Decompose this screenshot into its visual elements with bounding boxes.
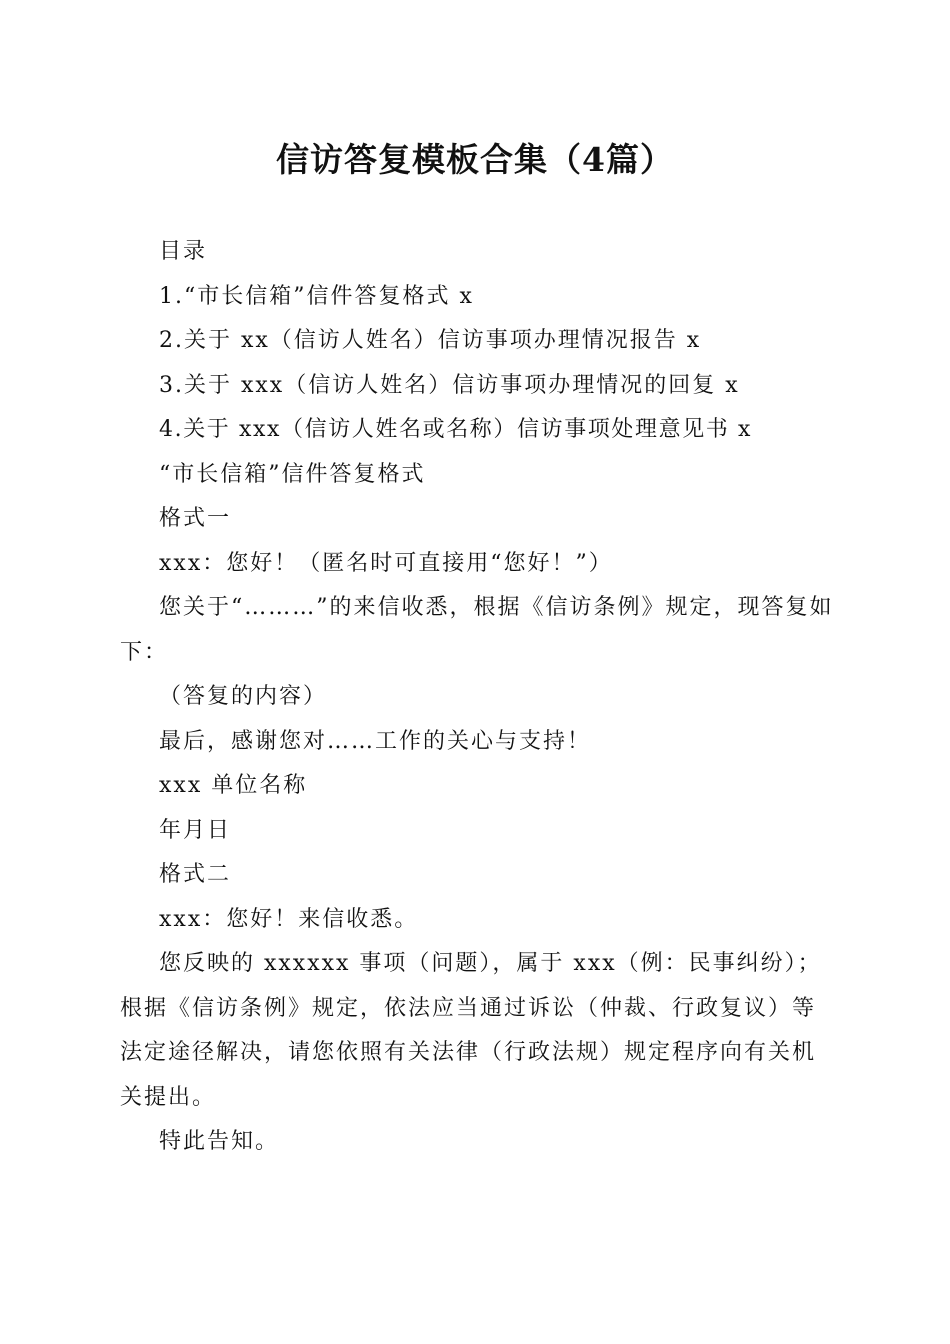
format-one-heading: 格式一: [159, 506, 232, 531]
toc-item-1: 1.“市长信箱”信件答复格式 x: [159, 283, 474, 309]
toc-item-4: 4.关于 xxx（信访人姓名或名称）信访事项处理意见书 x: [159, 417, 753, 442]
format-one-content: （答复的内容）: [159, 684, 328, 709]
format-two-body: 您反映的 xxxxxx 事项（问题），属于 xxx（例：民事纠纷）；根据《信访条例》规定，依法应当通过诉讼（仲裁、行政复议）等法定途径解决，请您依照有关法律（行政法规）规定程序向有关机关提出。: [120, 951, 822, 1110]
format-two-closing: 特此告知。: [159, 1129, 280, 1154]
format-one-salutation: xxx：您好！（匿名时可直接用“您好！”）: [159, 550, 613, 576]
toc-item-3: 3.关于 xxx（信访人姓名）信访事项办理情况的回复 x: [159, 372, 740, 398]
format-two-salutation: xxx：您好！来信收悉。: [159, 906, 419, 932]
format-one-closing: 最后，感谢您对……工作的关心与支持！: [159, 728, 592, 754]
toc-item-2: 2.关于 xx（信访人姓名）信访事项办理情况报告 x: [159, 328, 702, 353]
format-two-heading: 格式二: [159, 862, 232, 887]
section-heading: “市长信箱”信件答复格式: [159, 461, 426, 487]
format-one-signature: xxx 单位名称: [159, 773, 308, 798]
document-body: [120, 230, 835, 1165]
document-title: 信访答复模板合集（4篇）: [276, 140, 674, 179]
format-one-body: 您关于“………”的来信收悉，根据《信访条例》规定，现答复如下：: [120, 595, 834, 665]
format-one-date: 年月日: [159, 817, 232, 843]
toc-heading: 目录: [159, 239, 208, 264]
